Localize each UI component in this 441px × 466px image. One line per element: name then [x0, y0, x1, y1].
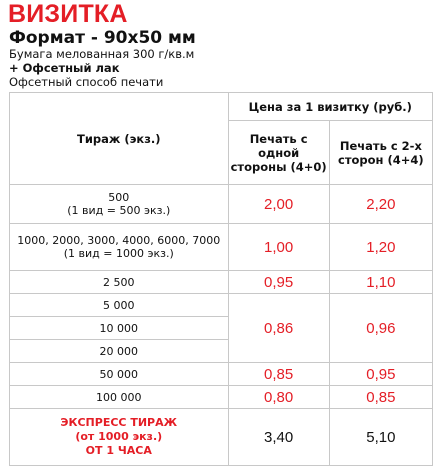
price-two-side: 2,20 [329, 185, 432, 224]
price-two-side: 0,95 [329, 363, 432, 386]
express-title: ЭКСПРЕСС ТИРАЖ [60, 416, 178, 429]
qty-cell: 10 000 [10, 317, 229, 340]
price-one-side: 2,00 [228, 185, 329, 224]
qty-cell [10, 185, 229, 224]
qty-cell: 5 000 [10, 294, 229, 317]
table-row [10, 185, 433, 224]
qty-cell [10, 224, 229, 271]
price-one-side: 1,00 [228, 224, 329, 271]
qty-cell: 20 000 [10, 340, 229, 363]
qty-column-header: Тираж (экз.) [10, 93, 229, 185]
two-side-header: Печать с 2-х сторон (4+4) [329, 121, 432, 185]
table-row [10, 294, 433, 317]
price-two-side: 0,85 [329, 386, 432, 409]
qty-cell: 2 500 [10, 271, 229, 294]
one-side-header: Печать с одной стороны (4+0) [228, 121, 329, 185]
express-price-two-side: 5,10 [329, 409, 432, 466]
express-min-qty: (от 1000 экз.) [75, 430, 163, 443]
qty-note: (1 вид = 1000 экз.) [63, 247, 174, 260]
table-header-row [10, 93, 433, 121]
table-row [10, 363, 433, 386]
express-row [10, 409, 433, 466]
price-two-side: 1,10 [329, 271, 432, 294]
qty-note: (1 вид = 500 экз.) [67, 204, 171, 217]
print-method-info: Офсетный способ печати [9, 75, 164, 89]
format-heading: Формат - 90х50 мм [9, 28, 196, 48]
price-one-side: 0,86 [228, 294, 329, 363]
page-title: ВИЗИТКА [8, 0, 128, 28]
price-column-header: Цена за 1 визитку (руб.) [228, 93, 433, 121]
table-row [10, 386, 433, 409]
qty-cell: 50 000 [10, 363, 229, 386]
express-label-cell [10, 409, 229, 466]
price-two-side: 0,96 [329, 294, 432, 363]
qty-value: 1000, 2000, 3000, 4000, 6000, 7000 [17, 234, 221, 247]
price-one-side: 0,85 [228, 363, 329, 386]
express-price-one-side: 3,40 [228, 409, 329, 466]
price-table [9, 92, 433, 466]
qty-value: 500 [108, 191, 130, 204]
price-one-side: 0,80 [228, 386, 329, 409]
paper-info: Бумага мелованная 300 г/кв.м [9, 47, 195, 61]
express-time: ОТ 1 ЧАСА [85, 444, 152, 457]
qty-cell: 100 000 [10, 386, 229, 409]
price-two-side: 1,20 [329, 224, 432, 271]
price-one-side: 0,95 [228, 271, 329, 294]
table-row [10, 271, 433, 294]
varnish-info: + Офсетный лак [9, 61, 120, 75]
table-row [10, 224, 433, 271]
